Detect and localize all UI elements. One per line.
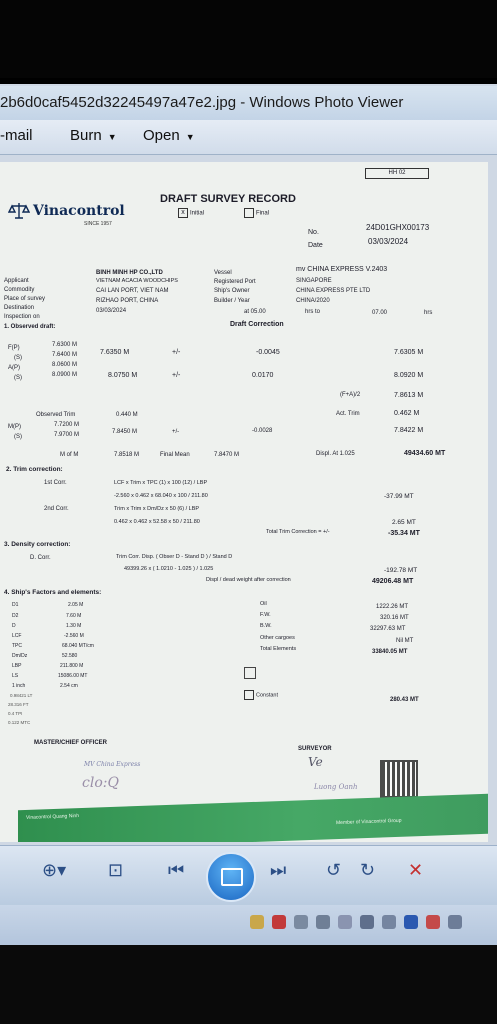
info-label-2: Place of survey	[4, 296, 46, 302]
factor-label-6: LBP	[12, 663, 22, 669]
ap-stbd: 8.0900 M	[52, 372, 78, 378]
element-value-1: 320.16 MT	[380, 615, 409, 621]
menu-email[interactable]	[0, 127, 33, 144]
vessel-value-2: CHINA EXPRESS PTE LTD	[296, 288, 371, 294]
info-value-0: BINH MINH HP CO.,LTD	[96, 270, 163, 276]
small-note-1: 28.316 FT	[8, 702, 29, 707]
vessel-label-2: Ship's Owner	[214, 288, 250, 294]
logo-text: Vinacontrol	[33, 203, 125, 219]
info-value-3: RIZHAO PORT, CHINA	[96, 298, 159, 304]
first-correction-label: 1st Corr.	[44, 480, 67, 486]
tray-app-icon[interactable]	[448, 915, 462, 929]
menu-email-label: -mail	[0, 127, 33, 144]
tray-app-icon[interactable]	[382, 915, 396, 929]
final-mean-value: 7.8470 M	[214, 452, 240, 458]
date-value: 03/03/2024	[368, 237, 409, 246]
element-label-0: Oil	[260, 601, 267, 607]
footer-org: Vinacontrol Quang Ninh	[26, 813, 79, 821]
plusminus-sign: +/-	[172, 429, 180, 435]
factor-value-7: 15086.00 MT	[58, 673, 88, 679]
vessel-value-1: SINGAPORE	[296, 278, 332, 284]
ap-result: 8.0920 M	[394, 372, 424, 379]
date-label: Date	[308, 242, 323, 249]
form-code: HH 02	[365, 168, 429, 179]
factor-value-4: 68.040 MT/cm	[62, 643, 94, 649]
surveyor-name: Luong Oanh	[314, 783, 358, 791]
initial-label: Initial	[190, 210, 205, 217]
plusminus-sign: +/-	[172, 349, 181, 356]
delete-icon[interactable]: ✕	[408, 860, 424, 880]
tray-app-icon[interactable]	[316, 915, 330, 929]
no-value: 24D01GHX00173	[366, 223, 430, 232]
info-label-1: Commodity	[4, 287, 35, 293]
fp-label: F(P)	[8, 345, 20, 351]
factor-value-1: 7.60 M	[66, 613, 82, 619]
fp-s-label: (S)	[14, 355, 22, 361]
vessel-label-3: Builder / Year	[214, 298, 250, 304]
mp-label: M(P)	[8, 424, 21, 430]
constant-checkbox-upper	[244, 667, 256, 679]
background-top	[0, 0, 497, 78]
factor-label-5: Dm/Dz	[12, 653, 28, 659]
element-value-4: 33840.05 MT	[372, 649, 408, 655]
slideshow-icon[interactable]	[206, 852, 256, 902]
tray-app-icon[interactable]	[250, 915, 264, 929]
total-trim-value: -35.34 MT	[388, 530, 420, 537]
fp-mean: 7.6350 M	[100, 349, 130, 356]
info-label-0: Applicant	[4, 278, 29, 284]
constant-value: 280.43 MT	[390, 697, 419, 703]
vessel-value-0: mv CHINA EXPRESS V.2403	[296, 266, 388, 273]
mp-correction: -0.0028	[252, 428, 273, 434]
faft2-value: 7.8613 M	[394, 392, 424, 399]
time-to: 07.00	[372, 310, 388, 316]
density-title: 3. Density correction:	[4, 541, 71, 548]
element-value-2: 32297.63 MT	[370, 626, 406, 632]
zoom-icon[interactable]: ⊕▾	[42, 860, 67, 880]
surveyor-label: SURVEYOR	[298, 746, 332, 752]
menu-bar	[0, 120, 497, 155]
density-result: -192.78 MT	[384, 567, 418, 574]
chevron-down-icon: ▼	[107, 132, 117, 142]
previous-icon[interactable]: ⏮	[168, 860, 185, 880]
mom-value: 7.8518 M	[114, 452, 140, 458]
element-label-3: Other cargoes	[260, 635, 295, 641]
factor-label-2: D	[12, 623, 16, 629]
factor-value-8: 2.54 cm	[60, 683, 78, 689]
mp-stbd: 7.9700 M	[54, 432, 80, 438]
second-correction-label: 2nd Corr.	[44, 506, 69, 512]
vessel-label-0: Vessel	[214, 270, 232, 276]
fp-port: 7.6300 M	[52, 342, 78, 348]
footer-band	[18, 794, 488, 842]
tray-app-icon[interactable]	[360, 915, 374, 929]
master-label: MASTER/CHIEF OFFICER	[34, 740, 107, 746]
vinacontrol-logo	[8, 202, 125, 220]
total-trim-label: Total Trim Correction = +/-	[266, 529, 330, 535]
factor-value-2: 1.30 M	[66, 623, 82, 629]
constant-label: Constant	[256, 692, 279, 699]
final-checkbox	[244, 208, 269, 218]
observed-draft-title: 1. Observed draft:	[4, 324, 56, 330]
element-label-4: Total Elements	[260, 646, 297, 652]
factor-label-1: D2	[12, 613, 19, 619]
draft-correction-title: Draft Correction	[230, 321, 284, 328]
window-titlebar[interactable]	[0, 84, 497, 122]
final-mean-label: Final Mean	[160, 452, 190, 458]
displ-dead-value: 49206.48 MT	[372, 578, 414, 585]
info-label-4: Inspection on	[4, 314, 40, 320]
first-correction-values: -2.560 x 0.462 x 68.040 x 100 / 211.80	[114, 493, 208, 499]
document-image	[0, 162, 488, 842]
factor-label-0: D1	[12, 602, 19, 608]
factors-title: 4. Ship's Factors and elements:	[4, 589, 102, 596]
background-bottom	[0, 945, 497, 1024]
actual-trim-value: 0.462 M	[394, 410, 420, 417]
tray-app-icon[interactable]	[426, 915, 440, 929]
fp-correction: -0.0045	[256, 349, 280, 356]
ap-label: A(P)	[8, 365, 20, 371]
factor-value-5: 52.580	[62, 653, 78, 659]
small-note-0: 0.98421 LT	[10, 693, 33, 698]
ap-correction: 0.0170	[252, 372, 274, 379]
no-label: No.	[308, 229, 319, 236]
ap-mean: 8.0750 M	[108, 372, 138, 379]
displ-value: 49434.60 MT	[404, 450, 446, 457]
mp-port: 7.7200 M	[54, 422, 80, 428]
density-formula: Trim Corr. Disp. ( Obser D - Stand D ) / Stand D	[116, 554, 233, 560]
rotate-left-icon[interactable]: ↺	[326, 860, 342, 880]
density-values: 49399.26 x ( 1.0210 - 1.025 ) / 1.025	[124, 566, 214, 572]
factor-value-0: 2.05 M	[68, 602, 84, 608]
density-corr-label: D. Corr.	[30, 555, 51, 561]
master-stamp: MV China Express	[84, 761, 141, 768]
small-note-3: 0.122 MTC	[8, 720, 31, 725]
factor-label-8: 1 inch	[12, 683, 26, 689]
element-label-1: F.W.	[260, 612, 271, 618]
first-correction-formula: LCF x Trim x TPC (1) x 100 (12) / LBP	[114, 480, 208, 486]
first-correction-result: -37.99 MT	[384, 493, 414, 500]
menu-burn[interactable]	[70, 127, 117, 144]
menu-open-label: Open	[143, 127, 180, 144]
actual-trim-label: Act. Trim	[336, 411, 360, 417]
element-value-3: Nil MT	[396, 638, 414, 644]
document-title: DRAFT SURVEY RECORD	[160, 193, 296, 205]
time-from: at 05.00	[244, 309, 266, 315]
displ-label: Displ. At 1.025	[316, 451, 355, 457]
mp-s-label: (S)	[14, 434, 22, 440]
fp-stbd: 7.6400 M	[52, 352, 78, 358]
hrs-to: hrs to	[305, 309, 321, 315]
factor-value-3: -2.560 M	[64, 633, 84, 639]
second-correction-formula: Trim x Trim x Dm/Dz x 50 (6) / LBP	[114, 506, 200, 512]
mom-label: M of M	[60, 452, 79, 458]
tray-app-icon[interactable]	[294, 915, 308, 929]
factor-value-6: 211.800 M	[60, 663, 84, 669]
info-value-2: CAI LAN PORT, VIET NAM	[96, 288, 169, 294]
info-value-4: 03/03/2024	[96, 308, 127, 314]
window-title: 2b6d0caf5452d32245497a47e2.jpg - Windows Photo Viewer	[0, 94, 404, 111]
mp-mean: 7.8450 M	[112, 429, 138, 435]
second-correction-values: 0.462 x 0.462 x 52.58 x 50 / 211.80	[114, 519, 200, 525]
qr-code	[380, 760, 418, 798]
ap-s-label: (S)	[14, 375, 22, 381]
tray-app-icon[interactable]	[338, 915, 352, 929]
next-icon[interactable]: ⏭	[270, 860, 287, 880]
menu-open[interactable]	[143, 127, 195, 144]
vessel-label-1: Registered Port	[214, 279, 256, 285]
tray-app-icon[interactable]	[272, 915, 286, 929]
initial-checkbox: x Initial	[178, 208, 204, 218]
fp-result: 7.6305 M	[394, 349, 424, 356]
small-note-2: 0.4 TPI	[8, 711, 23, 716]
info-label-3: Destination	[4, 305, 35, 311]
hrs: hrs	[424, 310, 433, 316]
ap-port: 8.0600 M	[52, 362, 78, 368]
faft2-label: (F+A)/2	[340, 392, 361, 398]
constant-label-row	[244, 690, 278, 700]
fit-icon[interactable]: ⊡	[108, 860, 124, 880]
displ-dead-label: Displ / dead weight after correction	[206, 577, 291, 583]
factor-label-3: LCF	[12, 633, 22, 639]
factor-label-7: LS	[12, 673, 19, 679]
mp-result: 7.8422 M	[394, 427, 424, 434]
surveyor-signature: Ve	[308, 755, 323, 769]
member-text: Member of Vinacontrol Group	[336, 817, 402, 827]
factor-label-4: TPC	[12, 643, 22, 649]
taskbar	[0, 905, 497, 945]
master-signature: clo:Q	[82, 775, 119, 791]
rotate-right-icon[interactable]: ↻	[360, 860, 376, 880]
element-label-2: B.W.	[260, 623, 272, 629]
menu-burn-label: Burn	[70, 127, 102, 144]
scales-icon	[8, 202, 30, 220]
info-value-1: VIETNAM ACACIA WOODCHIPS	[96, 278, 178, 284]
trim-correction-title: 2. Trim correction:	[6, 466, 63, 473]
bluetooth-icon[interactable]	[404, 915, 418, 929]
since-text: SINCE 1957	[84, 221, 112, 227]
plusminus-sign: +/-	[172, 372, 181, 379]
element-value-0: 1222.26 MT	[376, 604, 409, 610]
viewer-controls	[0, 845, 497, 906]
observed-trim-label: Observed Trim	[36, 412, 76, 418]
chevron-down-icon: ▼	[185, 132, 195, 142]
second-correction-result: 2.65 MT	[392, 519, 416, 526]
final-label: Final	[256, 210, 270, 217]
observed-trim-value: 0.440 M	[116, 412, 138, 418]
vessel-value-3: CHINA/2020	[296, 298, 330, 304]
